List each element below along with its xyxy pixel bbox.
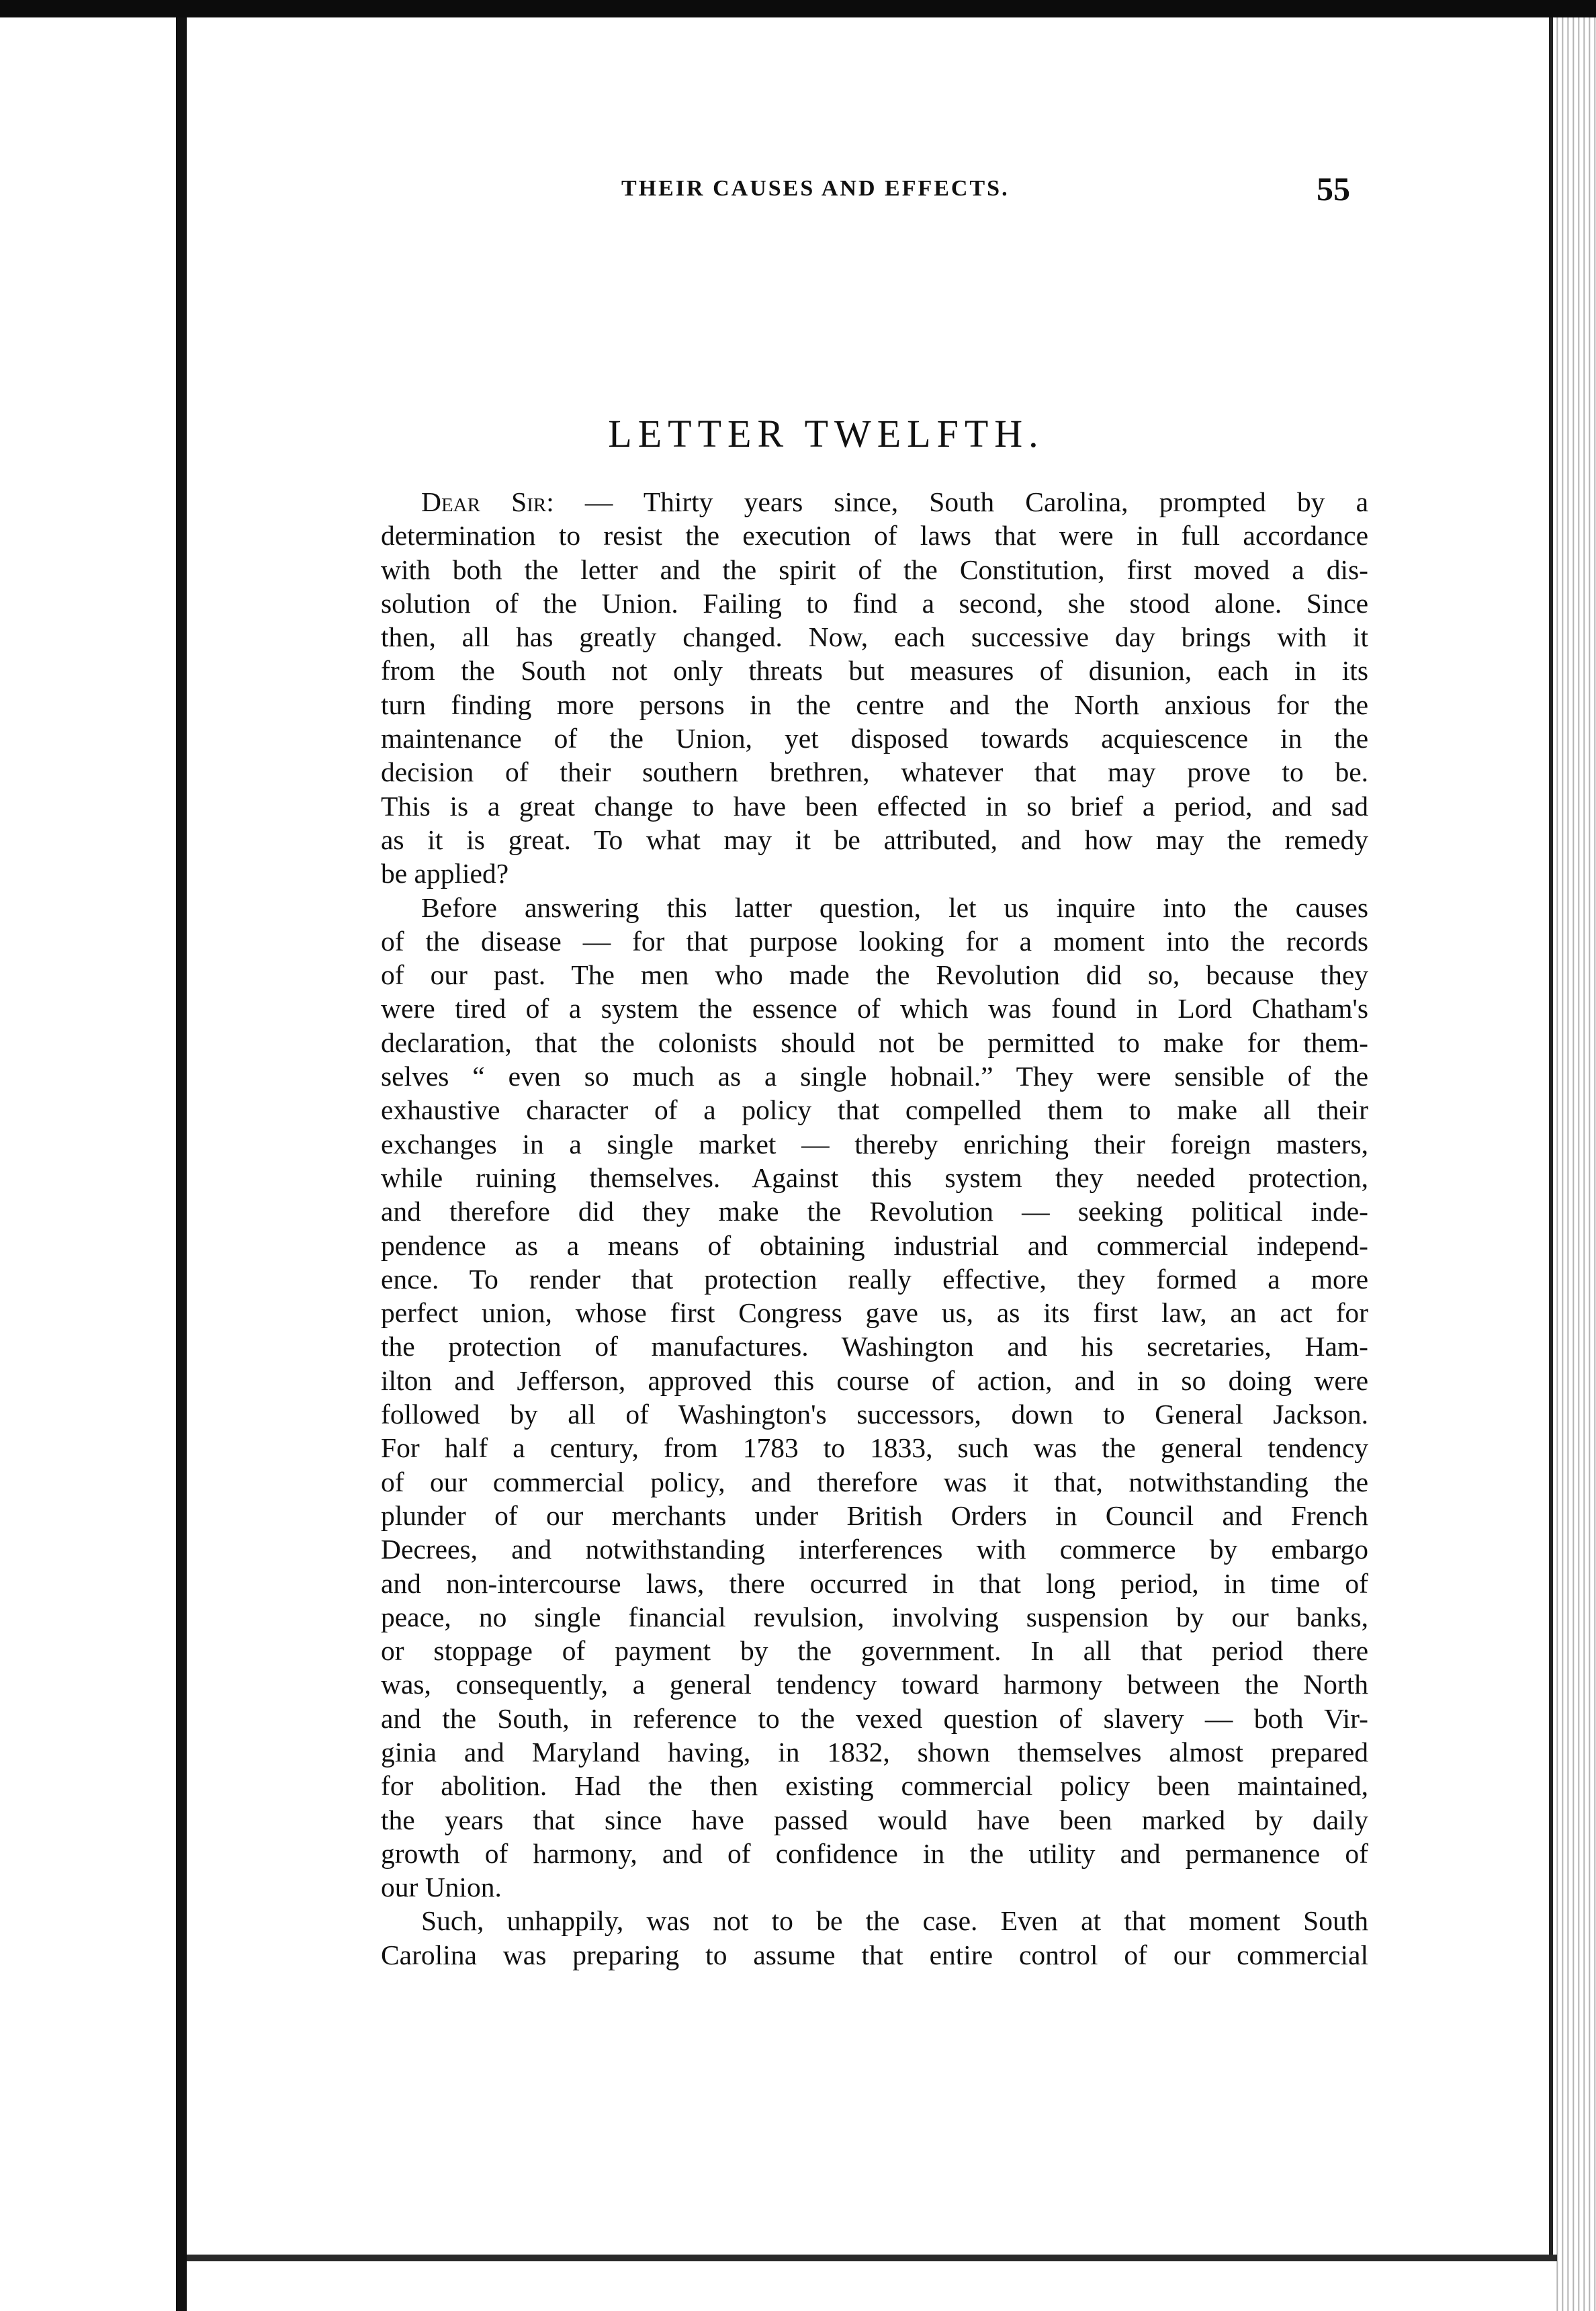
text-line: of the disease — for that purpose looking for a moment into the records xyxy=(381,925,1368,957)
text-line: of our commercial policy, and therefore was it that, notwithstanding the xyxy=(381,1466,1368,1497)
text-line: growth of harmony, and of confidence in the utility and permanence of xyxy=(381,1837,1368,1869)
text-line: Carolina was preparing to assume that entire control of our commercial xyxy=(381,1939,1368,1970)
letter-body xyxy=(381,485,1368,1972)
text-line: solution of the Union. Failing to find a second, she stood alone. Since xyxy=(381,587,1368,619)
text-line: followed by all of Washington's successors, down to General Jackson. xyxy=(381,1399,1368,1430)
text-line: Such, unhappily, was not to be the case. Even at that moment South xyxy=(421,1905,1368,1937)
page-number: 55 xyxy=(1317,170,1350,208)
text-line: be applied? xyxy=(381,858,509,889)
text-line: ence. To render that protection really effective, they formed a more xyxy=(381,1263,1368,1295)
text-line: perfect union, whose first Congress gave us, as its first law, an act for xyxy=(381,1297,1368,1329)
text-line: determination to resist the execution of laws that were in full accordance xyxy=(381,520,1368,552)
letter-title: LETTER TWELFTH. xyxy=(608,412,1045,455)
text-line: with both the letter and the spirit of the Constitution, first moved a dis- xyxy=(381,554,1368,585)
page-bottom-edge xyxy=(187,2255,1557,2261)
text-line: while ruining themselves. Against this system they needed protection, xyxy=(381,1162,1368,1193)
scan-border-top xyxy=(0,0,1596,17)
text-line: then, all has greatly changed. Now, each successive day brings with it xyxy=(381,621,1368,653)
text-line: Decrees, and notwithstanding interferences with commerce by embargo xyxy=(381,1534,1368,1565)
text-line: exhaustive character of a policy that compelled them to make all their xyxy=(381,1094,1368,1126)
text-line: and non-intercourse laws, there occurred in that long period, in time of xyxy=(381,1567,1368,1599)
text-line: or stoppage of payment by the government. In all that period there xyxy=(381,1635,1368,1667)
text-line: pendence as a means of obtaining industrial and commercial independ- xyxy=(381,1229,1368,1261)
text-line: exchanges in a single market — thereby enriching their foreign masters, xyxy=(381,1128,1368,1160)
text-line: decision of their southern brethren, whatever that may prove to be. xyxy=(381,756,1368,788)
text-line: Before answering this latter question, let us inquire into the causes xyxy=(421,891,1368,923)
text-line: were tired of a system the essence of which was found in Lord Chatham's xyxy=(381,993,1368,1024)
text-line: selves “ even so much as a single hobnail.” They were sensible of the xyxy=(381,1061,1368,1092)
text-line: our Union. xyxy=(381,1872,502,1903)
salutation: Dear Sir xyxy=(421,486,547,517)
page-stack-edges xyxy=(1553,17,1596,2311)
text-line: turn finding more persons in the centre and the North anxious for the xyxy=(381,689,1368,720)
text-line: peace, no single financial revulsion, involving suspension by our banks, xyxy=(381,1601,1368,1632)
text-line: from the South not only threats but measures of disunion, each in its xyxy=(381,655,1368,687)
text-line: Dear Sir: — Thirty years since, South Carolina, prompted by a xyxy=(421,486,1368,517)
text-line: and therefore did they make the Revolution — seeking political inde- xyxy=(381,1196,1368,1227)
text-line: was, consequently, a general tendency toward harmony between the North xyxy=(381,1669,1368,1700)
text-line: ginia and Maryland having, in 1832, shown themselves almost prepared xyxy=(381,1736,1368,1768)
text-line: This is a great change to have been effected in so brief a period, and sad xyxy=(381,790,1368,822)
text-line: the years that since have passed would have been marked by daily xyxy=(381,1804,1368,1835)
book-gutter xyxy=(176,17,187,2311)
text-line: for abolition. Had the then existing commercial policy been maintained, xyxy=(381,1770,1368,1802)
text-line: declaration, that the colonists should not be permitted to make for them- xyxy=(381,1027,1368,1058)
text-line: plunder of our merchants under British Orders in Council and French xyxy=(381,1499,1368,1531)
text-line: ilton and Jefferson, approved this course of action, and in so doing were xyxy=(381,1364,1368,1396)
running-head: THEIR CAUSES AND EFFECTS. xyxy=(621,176,1010,201)
facing-page-edge xyxy=(0,17,176,2311)
text-line: and the South, in reference to the vexed question of slavery — both Vir- xyxy=(381,1702,1368,1734)
text-line: the protection of manufactures. Washington and his secretaries, Ham- xyxy=(381,1331,1368,1362)
text-line: as it is great. To what may it be attributed, and how may the remedy xyxy=(381,824,1368,855)
text-line: of our past. The men who made the Revolution did so, because they xyxy=(381,959,1368,991)
text-line: maintenance of the Union, yet disposed towards acquiescence in the xyxy=(381,723,1368,754)
text-line: For half a century, from 1783 to 1833, such was the general tendency xyxy=(381,1432,1368,1464)
